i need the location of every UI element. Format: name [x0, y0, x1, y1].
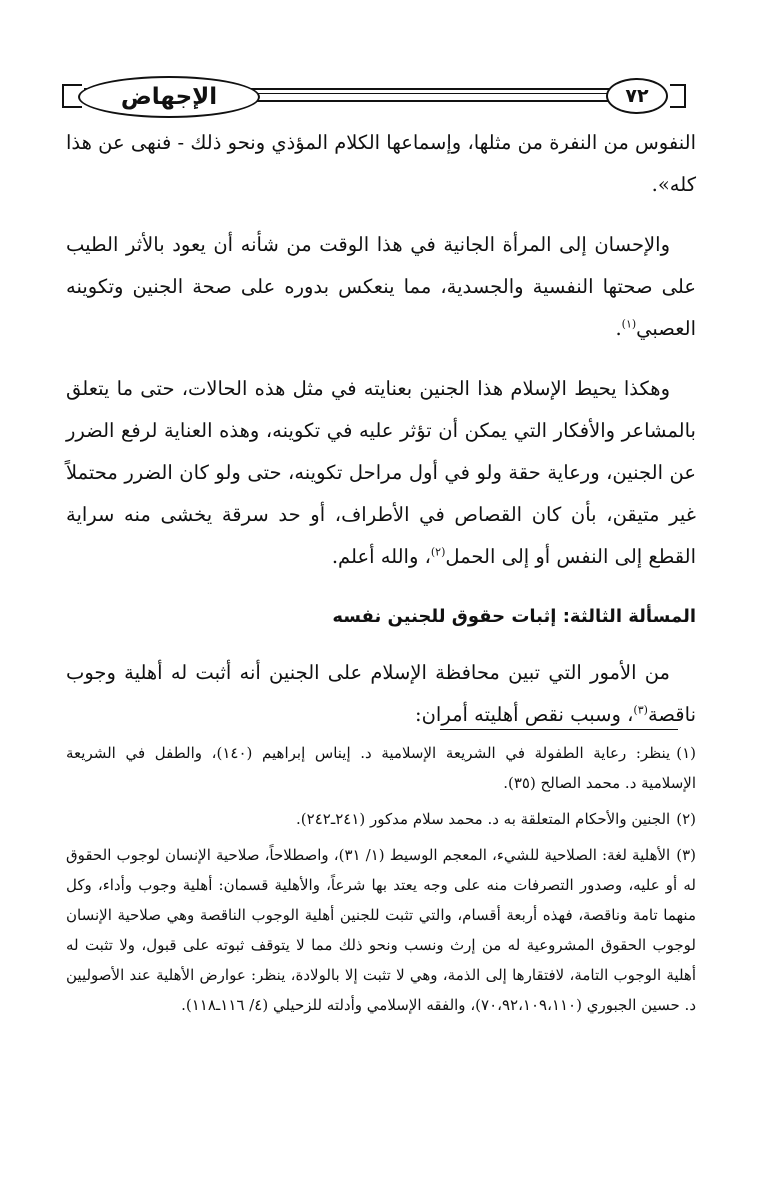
- footnote-separator: [440, 729, 678, 730]
- footnote-1: [66, 738, 696, 798]
- paragraph-4-end: ، وسبب نقص أهليته أمران:: [415, 703, 634, 726]
- footnote-3-text: الأهلية لغة: الصلاحية للشيء، المعجم الوسيط (١/ ٣١)، واصطلاحاً، صلاحية الإنسان لوجوب الحقوق له أو عليه، وصدور التصرفات منه على وجه يعتد بها شرعاً، والأهلية قسمان: أهلية وجوب وأداء، وكل منهما تامة وناقصة، فهذه أربعة أقسام، والتي تثبت للجنين أهلية الوجوب الناقصة وهي صلاحية الإنسان لوجوب الحقوق المشروعية له من إرث ونسب ونحو ذلك مما لا يتوقف ثبوته على قبول، ولا تثبت له أهلية الوجوب التامة، لافتقارها إلى الذمة، وهي لا تثبت إلا بالولادة، ينظر: عوارض الأهلية عند الأصوليين د. حسين الجبوري (٧٠،٩٢،١٠٩،١١٠)، والفقه الإسلامي وأدلته للزحيلي (٤/ ١١٦ـ١١٨).: [66, 846, 696, 1014]
- footnote-ref-3[interactable]: (٣): [633, 703, 648, 717]
- footnote-3: [66, 840, 696, 1020]
- paragraph-2: [66, 224, 696, 350]
- running-header: [58, 74, 690, 122]
- section-heading: المسألة الثالثة: إثبات حقوق للجنين نفسه: [332, 606, 696, 627]
- footnote-2-text: الجنين والأحكام المتعلقة به د. محمد سلام مدكور (٢٤١ـ٢٤٢).: [296, 810, 671, 828]
- footnote-ref-2[interactable]: (٢): [430, 545, 446, 559]
- footnote-1-text: ينظر: رعاية الطفولة في الشريعة الإسلامية د. إيناس إبراهيم (١٤٠)، والطفل في الشريعة الإسلامية د. محمد الصالح (٣٥).: [66, 744, 696, 792]
- paragraph-1: النفوس من النفرة من مثلها، وإسماعها الكلام المؤذي ونحو ذلك - فنهى عن هذا كله».: [66, 131, 696, 196]
- footnote-1-mark: (١): [676, 744, 696, 762]
- page-number: ٧٢: [606, 78, 668, 114]
- main-text: [66, 122, 696, 754]
- paragraph-3: [66, 368, 696, 578]
- paragraph-3-text: وهكذا يحيط الإسلام هذا الجنين بعنايته في مثل هذه الحالات، حتى ما يتعلق بالمشاعر والأفكار التي يمكن أن تؤثر عليه في تكوينه، وهذه العناية لرفع الضرر عن الجنين، ورعاية حقة ولو في أول مراحل تكوينه، حتى ولو كان الضرر محتملاً غير متيقن، بأن كان القصاص في الأطراف، أو حد سرقة يخشى منه سراية القطع إلى النفس أو إلى الحمل: [66, 377, 696, 568]
- footnotes: [66, 738, 696, 1026]
- header-right-bracket: [670, 84, 686, 108]
- footnote-3-mark: (٣): [676, 846, 696, 864]
- chapter-title: الإجهاض: [78, 76, 260, 118]
- paragraph-4: [66, 652, 696, 736]
- footnote-2: [66, 804, 696, 834]
- footnote-2-mark: (٢): [676, 810, 696, 828]
- paragraph-2-end: .: [615, 317, 622, 340]
- paragraph-2-text: والإحسان إلى المرأة الجانية في هذا الوقت من شأنه أن يعود بالأثر الطيب على صحتها النفسية والجسدية، مما ينعكس بدوره على صحة الجنين وتكوينه العصبي: [66, 233, 696, 340]
- paragraph-3-end: ، والله أعلم.: [331, 545, 431, 568]
- footnote-ref-1[interactable]: (١): [621, 317, 637, 331]
- paragraph-4-text: من الأمور التي تبين محافظة الإسلام على الجنين أنه أثبت له أهلية وجوب ناقصة: [66, 661, 696, 726]
